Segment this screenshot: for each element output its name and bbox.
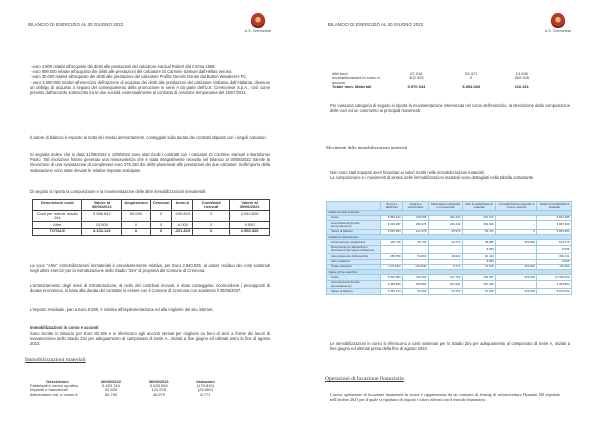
cell: 302.925 — [496, 289, 537, 294]
cell: 396.241 — [537, 254, 572, 259]
cell: (179.810) — [196, 383, 214, 388]
cell: 363.001 — [462, 221, 495, 230]
table-row — [327, 221, 572, 230]
cell: 121.578 — [403, 229, 429, 234]
bullet-item: - euro 3.000.000 relativi all'esercizio dell'opzione di acquisto dei diritti alle prestazioni del calciatore Valzania dall'Atalanta, divenuto un obbligo di acquisto a seguito del conseguimento della promozione in serie A da parte dell'U.S. Cremonese S.p.A., così come previsto dall'accordo sottoscritto tra le due società contestualmente al contratto di cessione temporanea del 16/07/2021. — [30, 79, 270, 96]
paragraph-altre-3: L'importo residuale, pari a Euro 9.500, è relativo all'implementazione ed alla migliorie del sito internet. — [30, 307, 214, 312]
col-header: Valore al 30/06/2021 — [82, 200, 122, 211]
cell: 18.622 — [428, 254, 462, 259]
cell: 54.750 — [104, 391, 118, 397]
cell: 15.500 — [82, 222, 122, 229]
cell: 0 — [470, 75, 473, 81]
cell: 3.967.290 — [537, 221, 572, 230]
section-label: Variazioni nell'esercizio — [327, 235, 572, 240]
col-header: Valore al 30/06/2022 — [230, 200, 270, 211]
cell: 5.633.554 — [381, 229, 403, 234]
cell: 387.030 — [462, 280, 495, 289]
cell: Valore di bilancio — [327, 229, 381, 234]
cell: 5.854.583 — [462, 84, 481, 90]
cell: - — [496, 245, 537, 254]
cell: - — [403, 245, 429, 254]
table-header-row — [327, 202, 572, 211]
cell: 5.633.554 — [149, 383, 168, 388]
cell: 5.854.582 — [537, 229, 572, 234]
col-header: Terreni e fabbricati — [381, 202, 403, 211]
corso-text: Sono iscritte in bilancio per Euro 80.166 e si riferiscono agli acconti versati per migliorie su beni di terzi a fronte dei lavori di manutenzione dello Stadio Zini per adeguamento al campionato di Serie A., iniziati a fine giugno ed ultimati entro la fine di agosto 2022. — [30, 331, 270, 347]
logo-text: U.S. Cremonese — [544, 29, 572, 33]
cell: (179.810) — [381, 264, 403, 269]
table-row — [33, 211, 270, 222]
cell: - — [496, 221, 537, 230]
cell: 32.420 — [462, 254, 495, 259]
cell: - — [496, 259, 537, 264]
cell: 292.420 — [428, 215, 462, 220]
section-label: Valore di inizio esercizio — [327, 210, 572, 215]
cell: 5.453.744 — [381, 289, 403, 294]
cell: 92.509 — [104, 387, 118, 393]
cell: 67.016 — [462, 289, 495, 294]
cell: Ammortamenti (Fondo ammortamento) — [327, 221, 381, 230]
cell: 54.800 — [403, 254, 429, 259]
cell: 302.925 — [496, 240, 537, 245]
cell: Altri beni — [332, 71, 348, 76]
col-header: Impianti e macchinario — [403, 202, 429, 211]
cell: 0 — [122, 228, 151, 235]
cell: - — [496, 215, 537, 220]
cell: 121.578 — [151, 387, 167, 393]
cell: 3.086.642 — [82, 211, 122, 222]
cell: 2.950.326 — [230, 228, 270, 235]
cell: 285.559 — [381, 254, 403, 259]
cell: 33.273 — [428, 240, 462, 245]
cell: (29.069) — [403, 264, 429, 269]
cell: 296.078 — [403, 221, 429, 230]
col-header — [327, 202, 381, 211]
cell: 5.970.944 — [407, 84, 426, 90]
page-header-title: BILANCIO DI ESERCIZIO AL 30 GIUGNO 2022 — [28, 22, 124, 27]
club-logo — [243, 13, 273, 33]
page-header-title: BILANCIO DI ESERCIZIO AL 30 GIUGNO 2022 — [328, 22, 424, 27]
cell: 8.771 — [428, 264, 462, 269]
cell: 9.500 — [230, 222, 270, 229]
cell: 302.925 — [496, 264, 537, 269]
cell: 0 — [193, 228, 230, 235]
table-row — [33, 222, 270, 229]
cell: 8.771 — [200, 391, 211, 397]
cell: Totale variazioni — [327, 264, 381, 269]
col-header: Altre immobilizzazioni materiali — [462, 202, 495, 211]
cell: Incrementi per acquisizioni — [327, 240, 381, 245]
cell: 46.980 — [462, 240, 495, 245]
col-header: 30/06/2021 — [148, 379, 169, 384]
col-header: Immobilizzazioni materiali in corso e acconti — [496, 202, 537, 211]
cell: Impianti e macchinari — [30, 387, 68, 393]
cell: 5.970.944 — [537, 289, 572, 294]
col-header: Acquisizioni — [122, 200, 151, 211]
cell: (29.069) — [197, 387, 213, 393]
cell: 45.979 — [152, 391, 165, 397]
cell: 92.509 — [403, 289, 429, 294]
section-title-materiali: Immobilizzazioni materiali — [25, 357, 86, 363]
cell: 3.102.142 — [82, 228, 122, 235]
cell: - — [403, 259, 429, 264]
cell: 54.750 — [428, 289, 462, 294]
corso-title: Immobilizzazioni in corso e acconti — [30, 325, 99, 330]
cell: 246.440 — [428, 221, 462, 230]
cell: 67.016 — [410, 71, 423, 76]
cell: Valore di bilancio — [327, 289, 381, 294]
cell: 415.058 — [403, 215, 429, 220]
cell: Altre variazioni — [327, 259, 381, 264]
materiali-summary-table-cont — [330, 72, 545, 90]
col-header: Attrezzature industriali e commerciali — [428, 202, 462, 211]
club-logo — [543, 13, 573, 33]
table-total-row — [330, 85, 545, 89]
crest-icon — [551, 13, 565, 28]
cell: Totale Imm. Materiali — [332, 84, 372, 90]
cell: 302.925 — [514, 75, 530, 81]
cell: 3.030.287 — [381, 221, 403, 230]
paragraph-intro-table: Di seguito si riporta la composizione e la movimentazione delle altre immobilizzazioni immateriali: — [30, 189, 207, 194]
table-row — [28, 393, 228, 397]
cell: 2.940.826 — [230, 211, 270, 222]
cell: 514.675 — [537, 240, 572, 245]
cell: 9.821.388 — [537, 215, 572, 220]
col-header: Variazioni — [196, 379, 215, 384]
cell: 53.471 — [465, 71, 478, 76]
cell: - — [428, 245, 462, 254]
col-header: Contributi ricevuti — [193, 200, 230, 211]
cell: 50.000 — [122, 211, 151, 222]
cell: 105.749 — [381, 240, 403, 245]
col-header: Amm.ti — [172, 200, 193, 211]
cell: 410.672 — [462, 215, 495, 220]
cell: Costo — [327, 275, 381, 280]
cell: 116.362 — [537, 264, 572, 269]
cell: - — [496, 254, 537, 259]
cell: 3.448.839 — [381, 280, 403, 289]
cell: TOTALE — [33, 228, 82, 235]
mov-text-1: Non sono stati imputati oneri finanziari ai valori iscritti nelle immobilizzazioni materiali. — [330, 170, 485, 175]
bullet-item: - euro 4.500 relativi all'acquisto dei diritti alle prestazioni del calciatore Aanical Robert dal Crema 1908. — [30, 64, 216, 69]
cell: 302.925 — [496, 275, 537, 280]
cell: 355.893 — [403, 280, 429, 289]
paragraph-valore: Il valore di bilancio è esposto al netto dei relativi ammortamenti, conteggiati sulla durata dei contratti stipulati con i singoli calciatori. — [30, 135, 267, 140]
cell: 8.902.583 — [381, 275, 403, 280]
bullet-item: - euro 599.000 relativi all'acquisto dei diritti alle prestazioni del calciatore Di Carmine Samuel dall'Hellas Verona. — [30, 69, 233, 75]
crest-icon — [251, 13, 265, 28]
section-title-leasing: Operazioni di locazione finanziaria — [325, 376, 404, 382]
table-row — [327, 280, 572, 289]
cell: 0 — [122, 222, 151, 229]
cell: 5.453.744 — [102, 383, 120, 388]
cell: Ammortamento dell'esercizio — [327, 254, 381, 259]
cell: 13.545 — [462, 264, 495, 269]
cell: 4.353.883 — [537, 280, 572, 289]
cell: 454.097 — [462, 275, 495, 280]
cell: - — [381, 245, 403, 254]
cell: 0 — [150, 211, 172, 222]
cell: 8.655 — [537, 259, 572, 264]
cell: 0 — [496, 229, 537, 234]
cell: 25.730 — [403, 240, 429, 245]
player-bullets — [30, 64, 270, 95]
section-label: Valore di fine esercizio — [327, 270, 572, 275]
cell: 0 — [193, 211, 230, 222]
paragraph-altre-2: L'ammortamento degli oneri di ristrutturazione, al netto dei contributi ricevuti, è stato conteggiato, ricorrendone i presupposti di durata economica, in base alla durata del contratto in essere con il Comune di Cremona con scadenza il 30/06/2037. — [30, 283, 270, 294]
leasing-text: L'unica operazione di locazione finanziaria in essere è rappresentata da un contratto di leasing di un'autovettura Hyundai I30 stipulato nell'ottobre 2021 per il quale si riportano di seguito i valori rilevati con il metodo finanziario. — [330, 392, 560, 403]
mov-title: Movimenti delle immobilizzazioni materiali — [326, 145, 408, 150]
paragraph-categoria: Per ciascuna categoria di seguito si riporta la movimentazione intervenuta nel corso dell'esercizio, la descrizione della composizione delle voci ed un commento ai principali movimenti. — [330, 103, 570, 114]
col-header: Totale Immobilizzazioni materiali — [537, 202, 572, 211]
col-header: Descrizione — [46, 379, 69, 384]
cell: 116.361 — [514, 84, 529, 90]
cell: 10.436.620 — [537, 275, 572, 280]
cell: 0 — [150, 228, 172, 235]
cell: Decrementi per alienazioni e dismissioni (del valore di bilancio) — [327, 245, 381, 254]
cell: - — [381, 259, 403, 264]
cell: - — [496, 280, 537, 289]
cell: Attrezzature ind. e comm.li — [30, 391, 78, 397]
cell: 0 — [150, 222, 172, 229]
cell: 13.545 — [515, 71, 528, 76]
materiali-summary-table — [28, 379, 228, 397]
cell: 302.925 — [409, 75, 424, 81]
cell: 8.893.613 — [381, 215, 403, 220]
cell: 53.471 — [462, 229, 495, 234]
table-row — [327, 289, 572, 294]
altre-immobilizzazioni-table — [32, 199, 270, 236]
cell: Ammortamenti (Fondo ammortamento) — [327, 280, 381, 289]
cell: 8.655 — [462, 259, 495, 264]
cell: -195.815 — [172, 211, 193, 222]
cell: -6.000 — [172, 222, 193, 229]
cell: Fabbricati e centro sportivo — [30, 383, 79, 388]
table-row — [327, 245, 572, 254]
cell: -201.815 — [172, 228, 193, 235]
cell: Costi per ristrutt. stadio Zini — [33, 211, 82, 222]
col-header: Cessioni — [150, 200, 172, 211]
cell: 45.979 — [428, 229, 462, 234]
cell: Altre — [33, 222, 82, 229]
col-header: Descrizione costi — [33, 200, 82, 211]
col-header: 30/06/2022 — [100, 379, 121, 384]
movimenti-table — [326, 201, 572, 295]
cell: 0 — [193, 222, 230, 229]
cell: Immobilizzazioni in corso e acconti — [332, 75, 380, 85]
bullet-item: - euro 30.000 relativi all'acquisto dei diritti alle prestazioni del calciatore Profilic Dennis Dorian dal Bolton Wanderers FC. — [30, 74, 248, 80]
cell: 262.981 — [428, 280, 462, 289]
paragraph-altre-1: La voce "Altre" immobilizzazioni immateriali è prevalentemente relativa, per Euro 2.940.826, al valore residuo dei costi sostenuti negli ultimi esercizi per la ristrutturazione dello Stadio "Zini" di proprietà del Comune di Cremona. — [30, 263, 270, 274]
cell: Costo — [327, 215, 381, 220]
paragraph-risoluzioni: Si segnala inoltre che in data 31/08/2022 e 1/09/2022 sono stati risolti i contratti con i calciatori Di Carmine Samuel e Bartolomei Paolo. Tali risoluzioni hanno generato una minusvalenza che è stata integralmente recepita nel bilancio al 30/06/2022 tramite la rilevazione di una svalutazione di complessivi euro 275.150 dei diritti pluriennali alle prestazioni dei due calciatori. Sull'importo della svalutazione sono state rilevate le relative imposte anticipate. — [30, 152, 270, 173]
table-total-row — [33, 228, 270, 235]
logo-text: U.S. Cremonese — [244, 29, 272, 33]
mov-text-2: La composizione e i movimenti di sintesi delle immobilizzazioni materiali sono dettagliati nella tabella sottostante. — [330, 175, 535, 180]
cell: 317.729 — [428, 275, 462, 280]
cell: 8.655 — [462, 245, 495, 254]
paragraph-corso: Le immobilizzazioni in corso si riferiscono a costi sostenuti per lo Stadio Zini per adeguamento al campionato di Serie A, iniziati a fine giugno ed ultimati prima della fine di agosto 2022. — [330, 341, 570, 352]
cell: 8.655 — [537, 245, 572, 254]
cell: 440.392 — [403, 275, 429, 280]
cell: - — [428, 259, 462, 264]
